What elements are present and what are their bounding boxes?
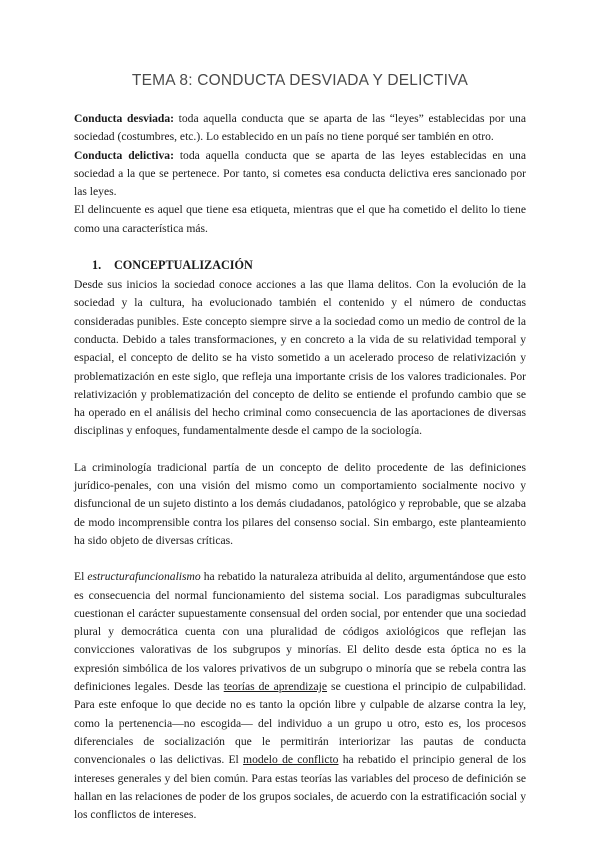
- term-conducta-delictiva: Conducta delictiva:: [74, 148, 174, 162]
- paragraph-delincuente: El delincuente es aquel que tiene esa etiqueta, mientras que el que ha cometido el delito lo tiene como una característica más.: [74, 203, 526, 235]
- page-title: TEMA 8: CONDUCTA DESVIADA Y DELICTIVA: [131, 72, 469, 89]
- definition-conducta-desviada: [74, 110, 526, 147]
- text-run: ha rebatido la naturaleza atribuida al delito, argumentándose que esto es consecuencia del normal funcionamiento del sistema social. Los paradigmas subculturales cuestionan el carácter supuestamente consensual del orden social, por entender que una sociedad plural y democrática cuenta con una pluralidad de códigos axiológicos que reflejan las convicciones valorativas de los subgrupos y minorías. El delito desde esta óptica no es la expresión simbólica de los valores privativos de un subgrupo o minoría que se rebela contra las definiciones legales. Desde las: [74, 570, 527, 694]
- term-conducta-desviada: Conducta desviada:: [74, 112, 174, 125]
- section-title: CONCEPTUALIZACIÓN: [114, 258, 253, 273]
- paragraph-2: La criminología tradicional partía de un concepto de delito procedente de las definiciones jurídico-penales, con una visión del mismo como un comportamiento socialmente nocivo y disfuncional de un sujeto distinto a los demás ciudadanos, patológico y reprobable, que se alzaba de modo incomprensible contra los pilares del consenso social. Sin embargo, este planteamiento ha sido objeto de diversas críticas.: [74, 460, 526, 547]
- spacer: [74, 441, 526, 459]
- term-modelo-de-conflicto: modelo de conflicto: [243, 753, 339, 767]
- spacer: [74, 238, 526, 256]
- definition-text: toda aquella conducta que se aparta de las “leyes” establecidas por una sociedad (costumbres, etc.). Lo establecido en un país no tiene porqué ser también en otro.: [74, 112, 526, 144]
- section-heading: [92, 256, 526, 274]
- definition-conducta-delictiva: [74, 147, 526, 202]
- text-run: ha rebatido el principio general de los intereses generales y del bien común. Para estas teorías las variables del proceso de definición se hallan en las relaciones de poder de los grupos sociales, de acuerdo con la estratificación social y los conflictos de intereses.: [74, 753, 526, 822]
- term-estructurafuncionalismo: estructurafuncionalismo: [87, 570, 201, 584]
- text-run: se cuestiona el principio de culpabilidad. Para este enfoque lo que decide no es tanto la opción libre y culpable de alzarse contra la ley, como la pertenencia—no escogida— del individuo a un grupo u otro, esto es, los procesos diferenciales de socialización que le permitirán interiorizar las pautas de conducta convencionales o las delictivas. El: [74, 680, 526, 767]
- paragraph-3: [74, 568, 526, 824]
- term-teorias-de-aprendizaje: teorías de aprendizaje: [223, 680, 328, 694]
- definition-text: toda aquella conducta que se aparta de las leyes establecidas en una sociedad a la que se pertenece. Por tanto, si cometes esa conducta delictiva eres sancionado por las leyes.: [74, 148, 526, 199]
- spacer: [74, 550, 526, 568]
- section-number: 1.: [92, 258, 102, 273]
- paragraph-1: Desde sus inicios la sociedad conoce acciones a las que llama delitos. Con la evolución de la sociedad y la cultura, ha evolucionado también el contenido y el número de conductas consideradas punibles. Este concepto siempre sirve a la sociedad como un medio de control de la conducta. Debido a tales transformaciones, y en concreto a la vida de su relatividad temporal y espacial, el concepto de delito se ha visto sometido a un acelerado proceso de relativización y problematización en este siglo, que refleja una importante crisis de los valores tradicionales. Por relativización y problematización del concepto de delito se entiende el profundo cambio que se ha operado en el análisis del hecho criminal como consecuencia de las aportaciones de diversas disciplinas y enfoques, fundamentalmente desde el campo de la sociología.: [74, 278, 526, 438]
- text-run: El: [74, 570, 88, 584]
